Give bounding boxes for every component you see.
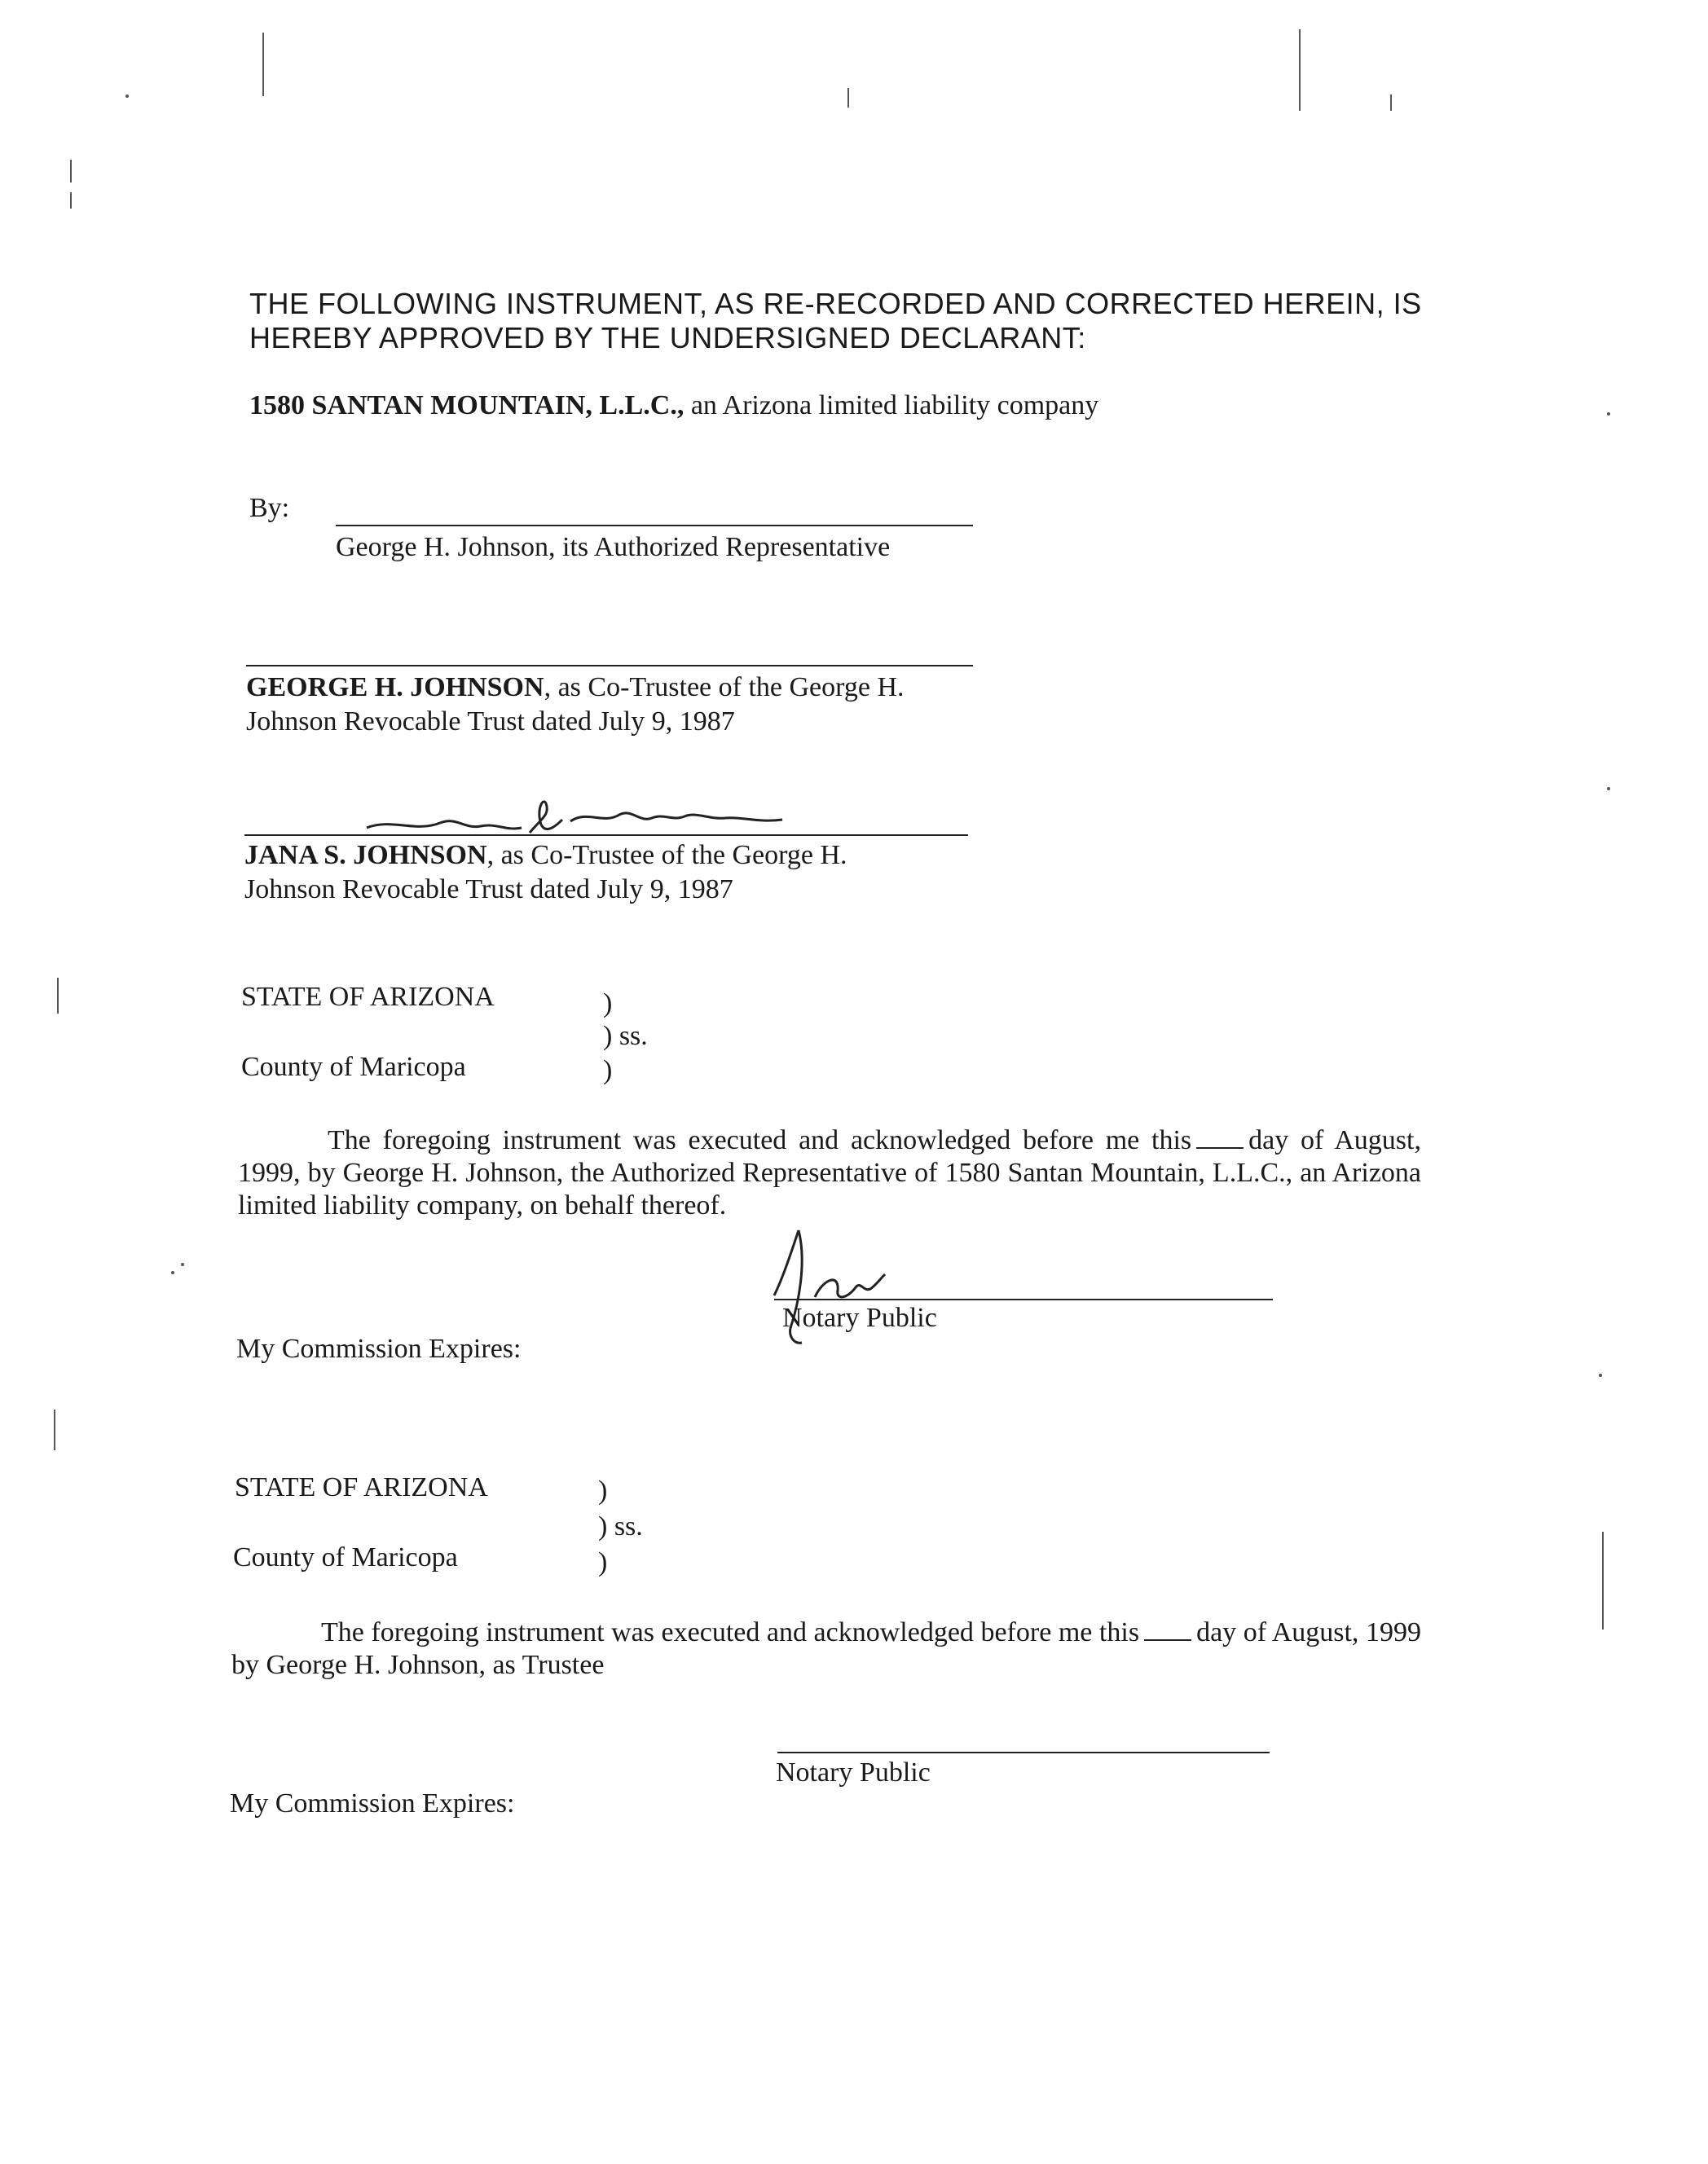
george-role: , as Co-Trustee of the George H. [544, 672, 905, 702]
scan-dot [181, 1263, 184, 1266]
jana-name: JANA S. JOHNSON [244, 840, 487, 870]
signature-line-representative [336, 525, 973, 526]
by-label: By: [249, 493, 290, 523]
scan-mark [262, 33, 264, 96]
header-line-2: HEREBY APPROVED BY THE UNDERSIGNED DECLARANT: [249, 321, 1086, 354]
scan-mark [54, 1410, 55, 1450]
signature-line-jana [244, 834, 968, 836]
jana-role: , as Co-Trustee of the George H. [486, 840, 847, 870]
venue1-paren-2: ) [603, 1055, 613, 1085]
ack1-commission: My Commission Expires: [236, 1334, 522, 1364]
scan-dot [171, 1271, 174, 1274]
ack2-commission: My Commission Expires: [230, 1788, 515, 1819]
jana-trust: Johnson Revocable Trust dated July 9, 1987 [244, 874, 733, 904]
venue1-county: County of Maricopa [241, 1052, 466, 1082]
scan-mark [1390, 95, 1392, 111]
scan-dot [125, 95, 129, 98]
jana-caption [244, 839, 847, 872]
ack1-paragraph [238, 1124, 1421, 1222]
venue2-paren-1: ) [598, 1476, 608, 1506]
george-name: GEORGE H. JOHNSON [246, 672, 544, 702]
scan-mark [57, 978, 59, 1014]
scan-dot [1607, 787, 1610, 790]
scan-mark [1602, 1532, 1604, 1630]
ack1-day-blank [1196, 1126, 1244, 1149]
venue2-ss: ) ss. [598, 1511, 643, 1542]
venue2-county: County of Maricopa [233, 1542, 458, 1572]
notary-line-1 [774, 1299, 1273, 1300]
representative-caption: George H. Johnson, its Authorized Representative [336, 532, 891, 562]
ack2-day-blank [1144, 1618, 1191, 1641]
company-description: an Arizona limited liability company [690, 390, 1099, 420]
ack2-text-part1: The foregoing instrument was executed and acknowledged before me this [321, 1617, 1140, 1647]
scan-mark [70, 160, 72, 183]
scan-dot [1599, 1374, 1602, 1377]
ack2-notary-label: Notary Public [776, 1757, 931, 1788]
george-trust: Johnson Revocable Trust dated July 9, 1987 [246, 706, 735, 737]
ack1-notary-label: Notary Public [782, 1303, 937, 1333]
venue1-state: STATE OF ARIZONA [241, 982, 495, 1012]
scan-dot [1607, 412, 1610, 416]
company-line [249, 389, 1098, 422]
ack1-text-part1: The foregoing instrument was executed and acknowledged before me this [328, 1125, 1192, 1155]
company-name: 1580 SANTAN MOUNTAIN, L.L.C., [249, 390, 685, 420]
header-line-1: THE FOLLOWING INSTRUMENT, AS RE-RECORDED AND CORRECTED HEREIN, IS [249, 287, 1422, 320]
notary-line-2 [777, 1752, 1270, 1753]
venue1-ss: ) ss. [603, 1021, 648, 1051]
venue1-paren-1: ) [603, 988, 613, 1018]
scan-mark [847, 88, 849, 108]
scan-mark [70, 192, 72, 209]
venue2-state: STATE OF ARIZONA [235, 1472, 488, 1502]
scan-mark [1299, 29, 1301, 111]
signature-line-george [246, 665, 973, 666]
ack2-text-part2: day of August, 1999 by George H. Johnson, as Trustee [231, 1617, 1421, 1680]
ack2-paragraph [231, 1616, 1421, 1682]
george-caption [246, 671, 905, 704]
venue2-paren-2: ) [598, 1547, 608, 1577]
ack1-text-part2: day of August, 1999, by George H. Johnson, the Authorized Representative of 1580 Santan Mountain, L.L.C., an Arizona limited liability company, on behalf thereof. [238, 1125, 1421, 1221]
